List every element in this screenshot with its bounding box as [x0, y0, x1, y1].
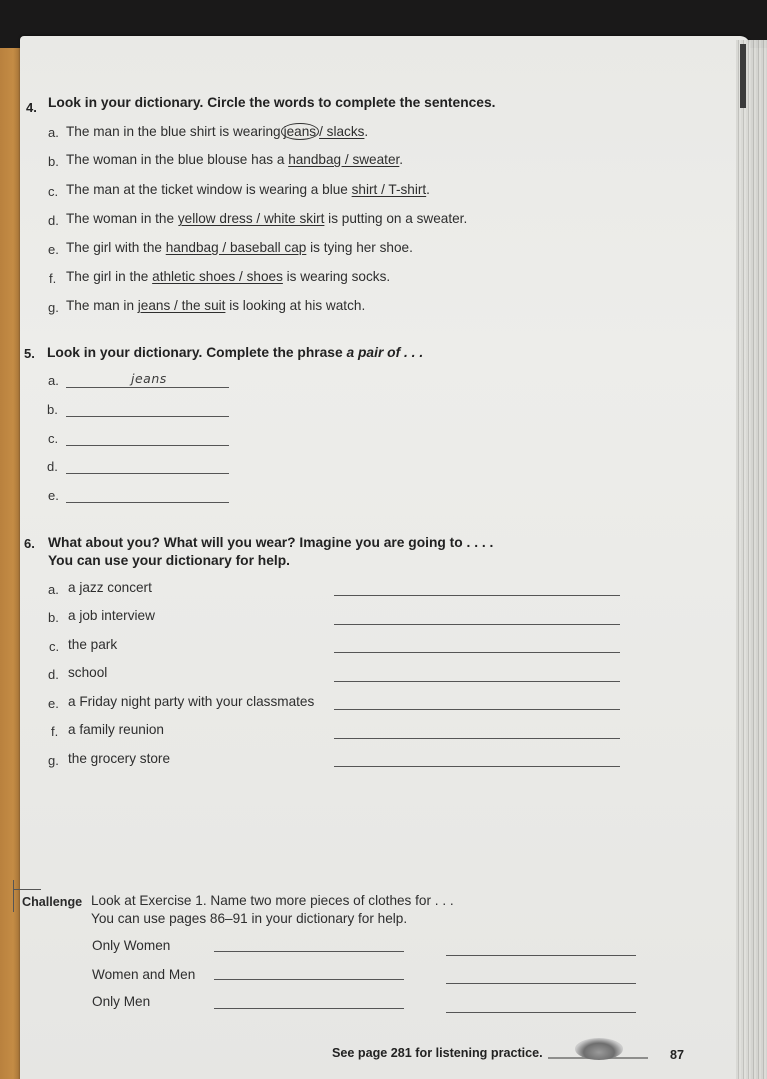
ex6-item-e: a Friday night party with your classmates [68, 694, 315, 709]
challenge-instruction-line1: Look at Exercise 1. Name two more pieces of clothes for . . . [91, 893, 454, 908]
challenge-answer-line-both-1[interactable] [214, 979, 404, 980]
audio-cd-icon [575, 1038, 623, 1060]
ex5-answer-line-a[interactable] [66, 387, 229, 388]
page-number: 87 [670, 1048, 685, 1062]
ex6-item-a: a jazz concert [68, 580, 152, 595]
challenge-label: Challenge [22, 895, 83, 909]
ex6-item-b: a job interview [68, 608, 155, 623]
ex4-item-c-letter: c. [48, 184, 59, 199]
challenge-corner-mark [13, 880, 14, 912]
ex4-item-f-letter: f. [49, 271, 57, 286]
ex6-item-g-letter: g. [48, 753, 59, 768]
ex5-answer-line-b[interactable] [66, 416, 229, 417]
ex6-answer-line-f[interactable] [334, 738, 620, 739]
ex4-item-b-letter: b. [48, 154, 59, 169]
ex6-answer-line-c[interactable] [334, 652, 620, 653]
ex4-item-g-letter: g. [48, 300, 59, 315]
ex6-item-d: school [68, 665, 108, 680]
ex4-item-c: The man at the ticket window is wearing a blue shirt / T-shirt. [66, 182, 430, 197]
ex5-item-c-letter: c. [48, 431, 59, 446]
challenge-row-only-women: Only Women [92, 938, 171, 953]
ex6-answer-line-d[interactable] [334, 681, 620, 682]
ex5-answer-line-e[interactable] [66, 502, 229, 503]
challenge-row-only-men: Only Men [92, 994, 151, 1009]
ex6-answer-line-g[interactable] [334, 766, 620, 767]
ex4-item-f: The girl in the athletic shoes / shoes is wearing socks. [66, 269, 391, 284]
page-stack-edge [736, 40, 767, 1079]
ex5-item-a-letter: a. [48, 373, 59, 388]
challenge-corner-rule [13, 889, 41, 890]
ex4-item-d-letter: d. [48, 213, 59, 228]
circled-answer: jeans [281, 123, 320, 140]
ex6-item-c-letter: c. [49, 639, 60, 654]
ex4-item-a: The man in the blue shirt is wearing jeans / slacks. [66, 124, 369, 139]
challenge-answer-line-men-1[interactable] [214, 1008, 404, 1009]
ex6-item-d-letter: d. [48, 667, 59, 682]
ex4-item-e: The girl with the handbag / baseball cap is tying her shoe. [66, 240, 413, 255]
ex4-item-d: The woman in the yellow dress / white skirt is putting on a sweater. [66, 211, 468, 226]
ex5-answer-line-d[interactable] [66, 473, 229, 474]
ex5-answer-line-c[interactable] [66, 445, 229, 446]
challenge-answer-line-women-1[interactable] [214, 951, 404, 952]
ex6-answer-line-b[interactable] [334, 624, 620, 625]
ex5-item-b-letter: b. [47, 402, 58, 417]
ex4-item-b: The woman in the blue blouse has a handbag / sweater. [66, 152, 404, 167]
ex6-answer-line-e[interactable] [334, 709, 620, 710]
challenge-answer-line-men-2[interactable] [446, 1012, 636, 1013]
listening-practice-note: See page 281 for listening practice. [332, 1046, 543, 1060]
challenge-row-women-and-men: Women and Men [92, 967, 196, 982]
exercise-6-heading-line1: What about you? What will you wear? Imagine you are going to . . . . [48, 535, 494, 550]
ex4-item-g: The man in jeans / the suit is looking at his watch. [66, 298, 366, 313]
exercise-4-number: 4. [26, 100, 37, 115]
book-spine-edge [0, 0, 22, 1079]
ex4-item-a-letter: a. [48, 125, 59, 140]
challenge-instruction-line2: You can use pages 86–91 in your dictionary for help. [91, 911, 408, 926]
challenge-answer-line-both-2[interactable] [446, 983, 636, 984]
ex5-item-e-letter: e. [48, 488, 59, 503]
ex6-item-f: a family reunion [68, 722, 164, 737]
ex6-answer-line-a[interactable] [334, 595, 620, 596]
ex6-item-b-letter: b. [48, 610, 59, 625]
ex6-item-a-letter: a. [48, 582, 59, 597]
ex6-item-c: the park [68, 637, 118, 652]
exercise-6-heading-line2: You can use your dictionary for help. [48, 553, 290, 568]
ex5-answer-a: jeans [131, 371, 167, 386]
page-tab-marker [740, 44, 746, 108]
exercise-4-heading: Look in your dictionary. Circle the words to complete the sentences. [48, 95, 496, 110]
ex4-item-e-letter: e. [48, 242, 59, 257]
ex6-item-f-letter: f. [51, 724, 59, 739]
ex6-item-e-letter: e. [48, 696, 59, 711]
exercise-5-heading: Look in your dictionary. Complete the phrase a pair of . . . [47, 345, 424, 360]
exercise-6-number: 6. [24, 536, 35, 551]
exercise-5-number: 5. [24, 346, 35, 361]
ex6-item-g: the grocery store [68, 751, 170, 766]
challenge-answer-line-women-2[interactable] [446, 955, 636, 956]
ex5-item-d-letter: d. [47, 459, 58, 474]
